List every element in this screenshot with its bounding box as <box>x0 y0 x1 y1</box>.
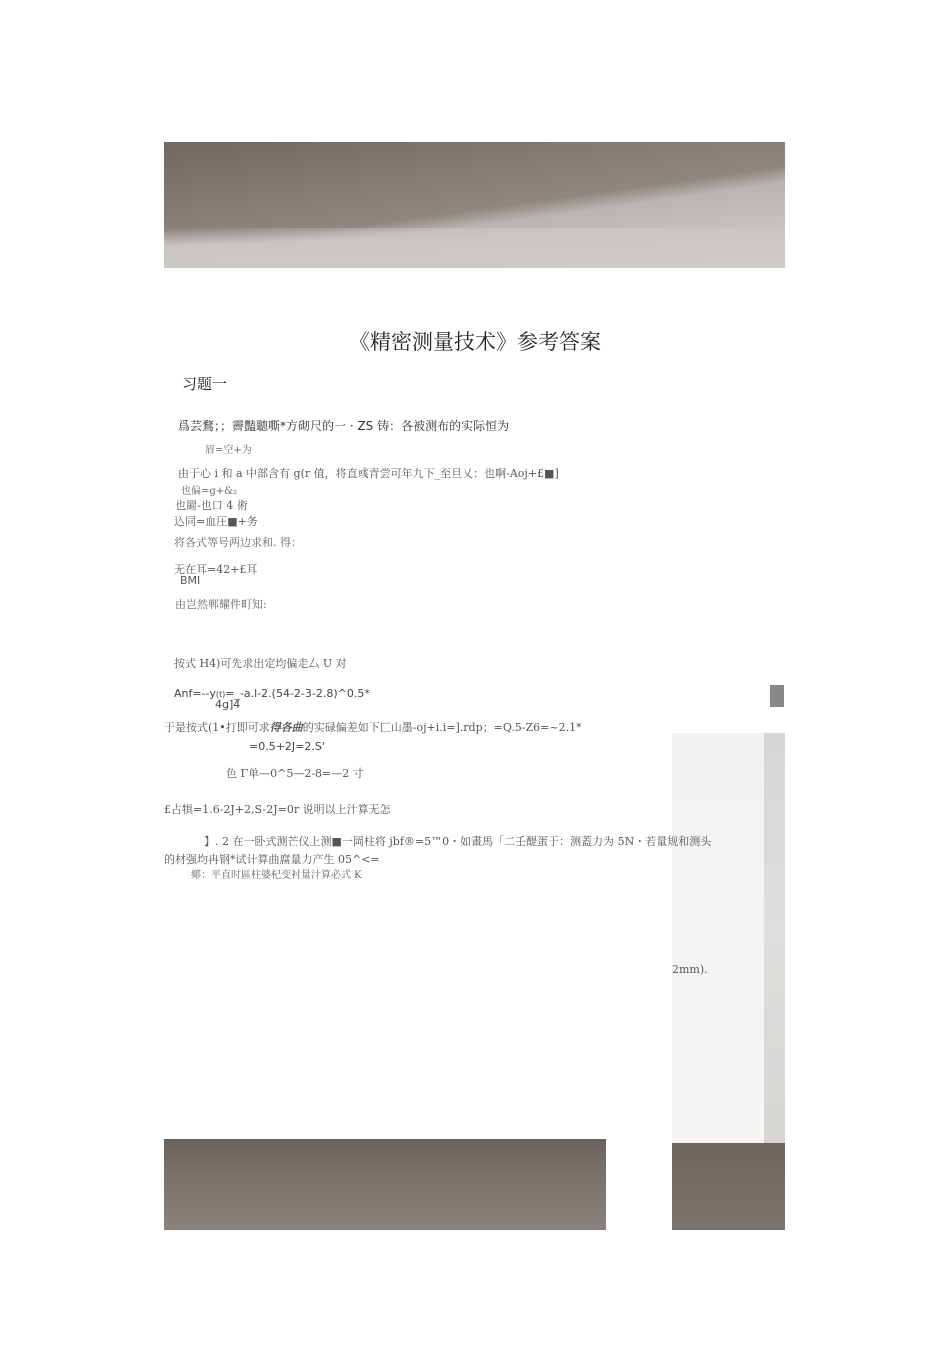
side-marker <box>770 685 784 707</box>
text-part: 的实碌偏差如下匚山墨-oj+i.i=].rdp；=Q.5-Z6=~2.1* <box>302 721 582 734</box>
text-line: £占犋=1.6-2J+2,S-2J=0r 说明以上汁算无怎 <box>164 803 391 816</box>
text-line <box>164 719 582 735</box>
document-title: 《精密测量技术》参考答案 <box>349 330 601 354</box>
text-line: 鄊：平直时區柱婆杞变衬量汁算必式 K <box>191 870 362 881</box>
formula-line: =0.5+2J=2.S' <box>249 740 325 753</box>
formula-part: =_-a.l-2.(54-2-3-2.8)^0.5* <box>225 687 370 700</box>
formula-part: Anf=--y <box>174 687 216 700</box>
text-line: 按式 H4)可先求出定均偏走厶 U 对 <box>174 657 347 670</box>
photo-fragment-bottom <box>164 1139 606 1230</box>
text-line: 的材强均冉钢*试计算曲腐量力产生 05^<= <box>164 853 380 866</box>
text-line: 由于心 i 和 a 中部含有 g(r 值，将直彧青尝可年九下_至旦乂：也啊-Aoj+£■] <box>178 467 559 480</box>
text-part: 于是按式(1•打即可求 <box>164 721 270 734</box>
text-line: 无在耳=42+£耳 <box>174 563 258 576</box>
formula-subscript: (t) <box>215 690 226 699</box>
text-line: 由岂然郸耀件町知: <box>175 598 267 611</box>
text-line: 爲芸鶩；；霽豔聽嘶*方砌尺的一 · ZS 铸：各被测布的实际恒为 <box>178 419 510 433</box>
formula-line: 4g]4 <box>215 698 241 711</box>
photo-text-fragment: 2mm). <box>672 963 708 976</box>
text-line: 也罽-也口 4 術 <box>175 499 248 512</box>
photo-fragment-right <box>672 733 785 1230</box>
text-line: 也偏=g+&₂ <box>181 486 238 497</box>
text-line: 眉=空+为 <box>205 445 252 456</box>
text-line: 込同=血圧■+务 <box>174 515 258 528</box>
text-line: 将各式等号两边求和. 得： <box>174 536 302 549</box>
photo-fragment-top <box>164 142 785 268</box>
text-line: 】. 2 在一卧式测芒仪上测■一岡柱将 jbf®=5™0・如畫馬「二壬醍蛋于：测蓋力为 5N・若量规和测头 <box>204 835 712 848</box>
text-emphasis: 得各曲 <box>269 721 303 734</box>
formula-line: 色 Γ单—0^5—2-8=—2 寸 <box>226 767 364 780</box>
section-heading: 习题一 <box>182 375 228 393</box>
formula-line <box>174 687 370 700</box>
text-line: BMI <box>180 574 201 587</box>
